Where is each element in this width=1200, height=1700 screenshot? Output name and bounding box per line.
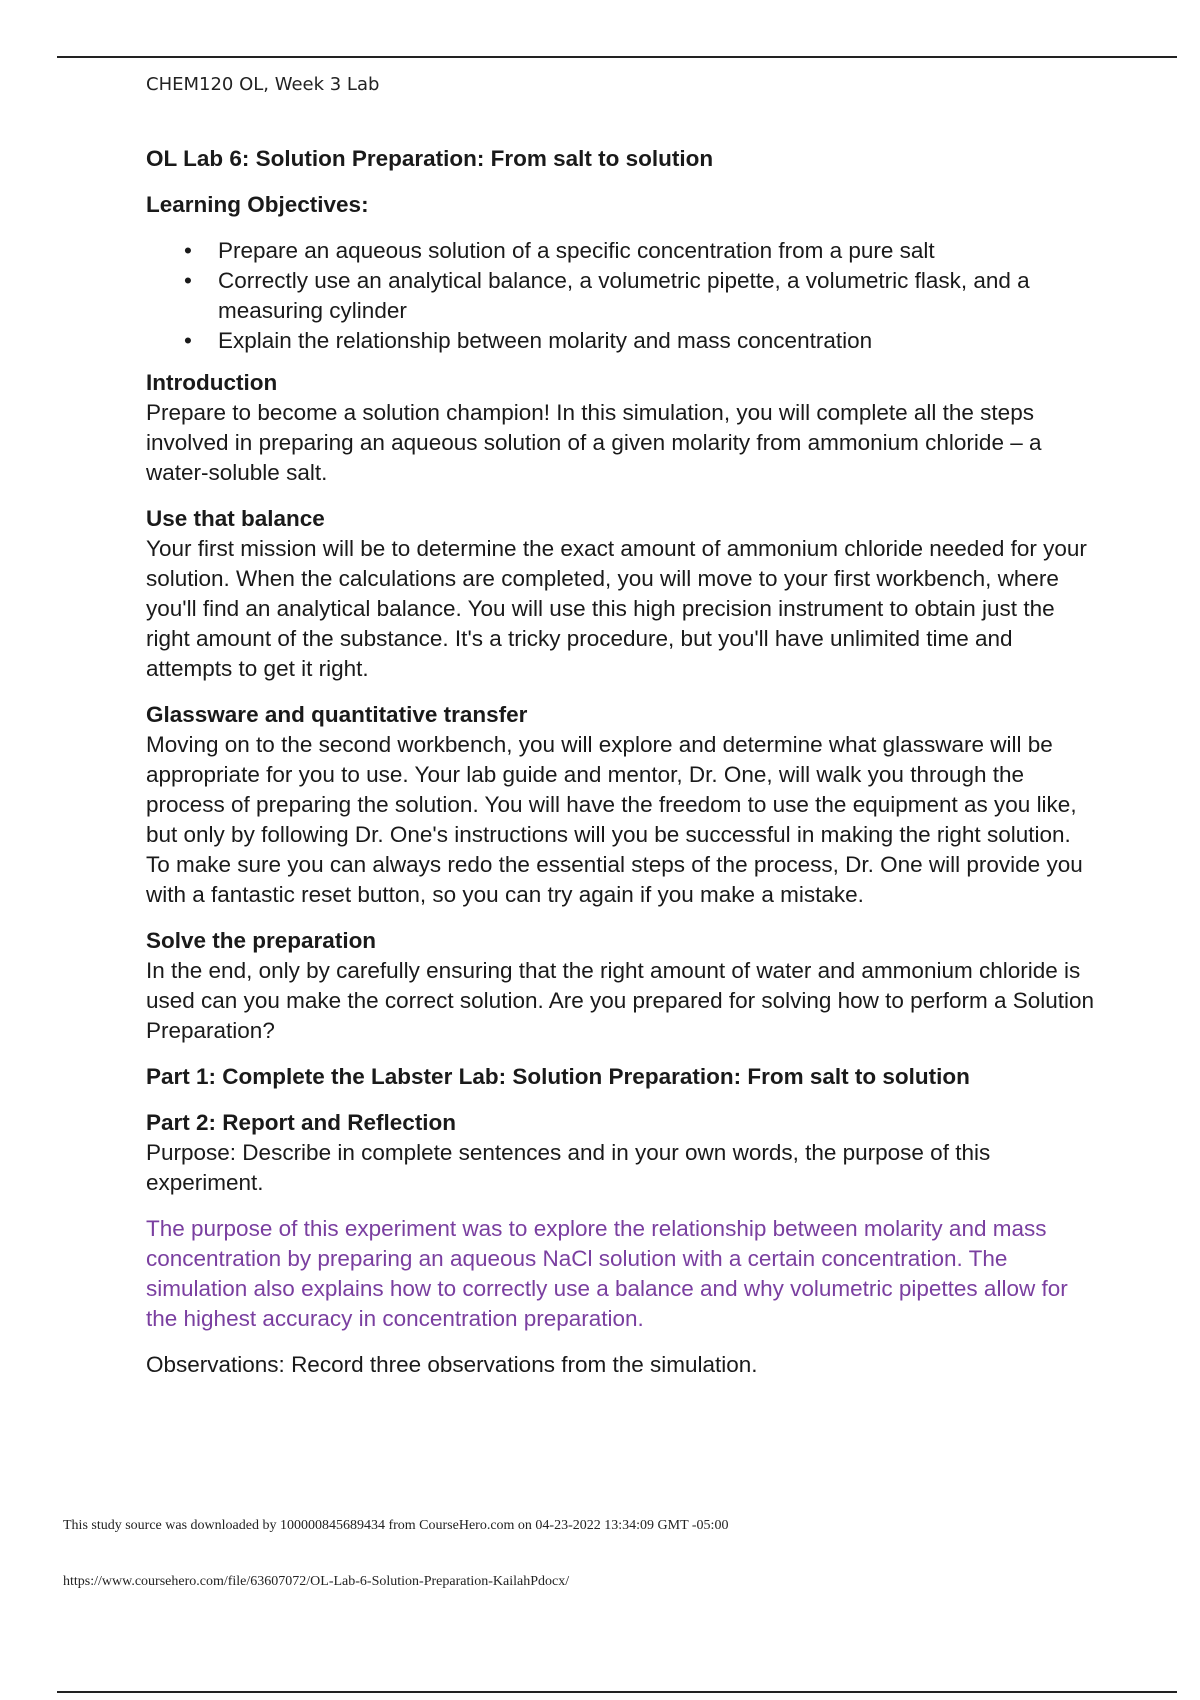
page-title: OL Lab 6: Solution Preparation: From salt to solution [146,146,714,171]
objectives-heading: Learning Objectives: [146,192,369,217]
observations-prompt: Observations: Record three observations from the simulation. [146,1352,758,1377]
introduction-heading: Introduction [146,370,278,395]
solve-text: In the end, only by carefully ensuring that the right amount of water and ammonium chloride is used can you make the correct solution. Are you prepared for solving how to perform a Solution Preparation? [146,958,1095,1043]
glassware-text: Moving on to the second workbench, you will explore and determine what glassware will be appropriate for you to use. Your lab guide and mentor, Dr. One, will walk you through the process of preparing the solution. You will have the freedom to use the equipment as you like, but only by following Dr. One's instructions will you be successful in making the right solution. To make sure you can always redo the essential steps of the process, Dr. One will provide you with a fantastic reset button, so you can try again if you make a mistake. [146,732,1083,907]
glassware-heading: Glassware and quantitative transfer [146,702,528,727]
objective-item: • Correctly use an analytical balance, a volumetric pipette, a volumetric flask, and a measuring cylinder [146,266,1096,326]
balance-heading: Use that balance [146,506,325,531]
objectives-list [146,236,1096,356]
part1-heading: Part 1: Complete the Labster Lab: Solution Preparation: From salt to solution [146,1064,970,1089]
objective-item: • Prepare an aqueous solution of a specific concentration from a pure salt [146,236,1096,266]
objective-item: • Explain the relationship between molarity and mass concentration [146,326,1096,356]
document-body [146,144,1096,1380]
header-rule [57,56,1177,58]
purpose-answer: The purpose of this experiment was to explore the relationship between molarity and mass concentration by preparing an aqueous NaCl solution with a certain concentration. The simulation also explains how to correctly use a balance and why volumetric pipettes allow for the highest accuracy in concentration preparation. [146,1216,1068,1331]
footer-rule [57,1691,1177,1693]
running-header: CHEM120 OL, Week 3 Lab [146,74,380,95]
solve-heading: Solve the preparation [146,928,377,953]
introduction-text: Prepare to become a solution champion! In this simulation, you will complete all the steps involved in preparing an aqueous solution of a given molarity from ammonium chloride – a water-soluble salt. [146,400,1042,485]
purpose-prompt: Purpose: Describe in complete sentences and in your own words, the purpose of this experiment. [146,1140,991,1195]
balance-text: Your first mission will be to determine the exact amount of ammonium chloride needed for your solution. When the calculations are completed, you will move to your first workbench, where you'll find an analytical balance. You will use this high precision instrument to obtain just the right amount of the substance. It's a tricky procedure, but you'll have unlimited time and attempts to get it right. [146,536,1087,681]
source-url: https://www.coursehero.com/file/63607072/OL-Lab-6-Solution-Preparation-KailahPdocx/ [63,1574,570,1589]
part2-heading: Part 2: Report and Reflection [146,1110,457,1135]
download-note: This study source was downloaded by 100000845689434 from CourseHero.com on 04-23-2022 13:34:09 GMT -05:00 [63,1518,729,1533]
